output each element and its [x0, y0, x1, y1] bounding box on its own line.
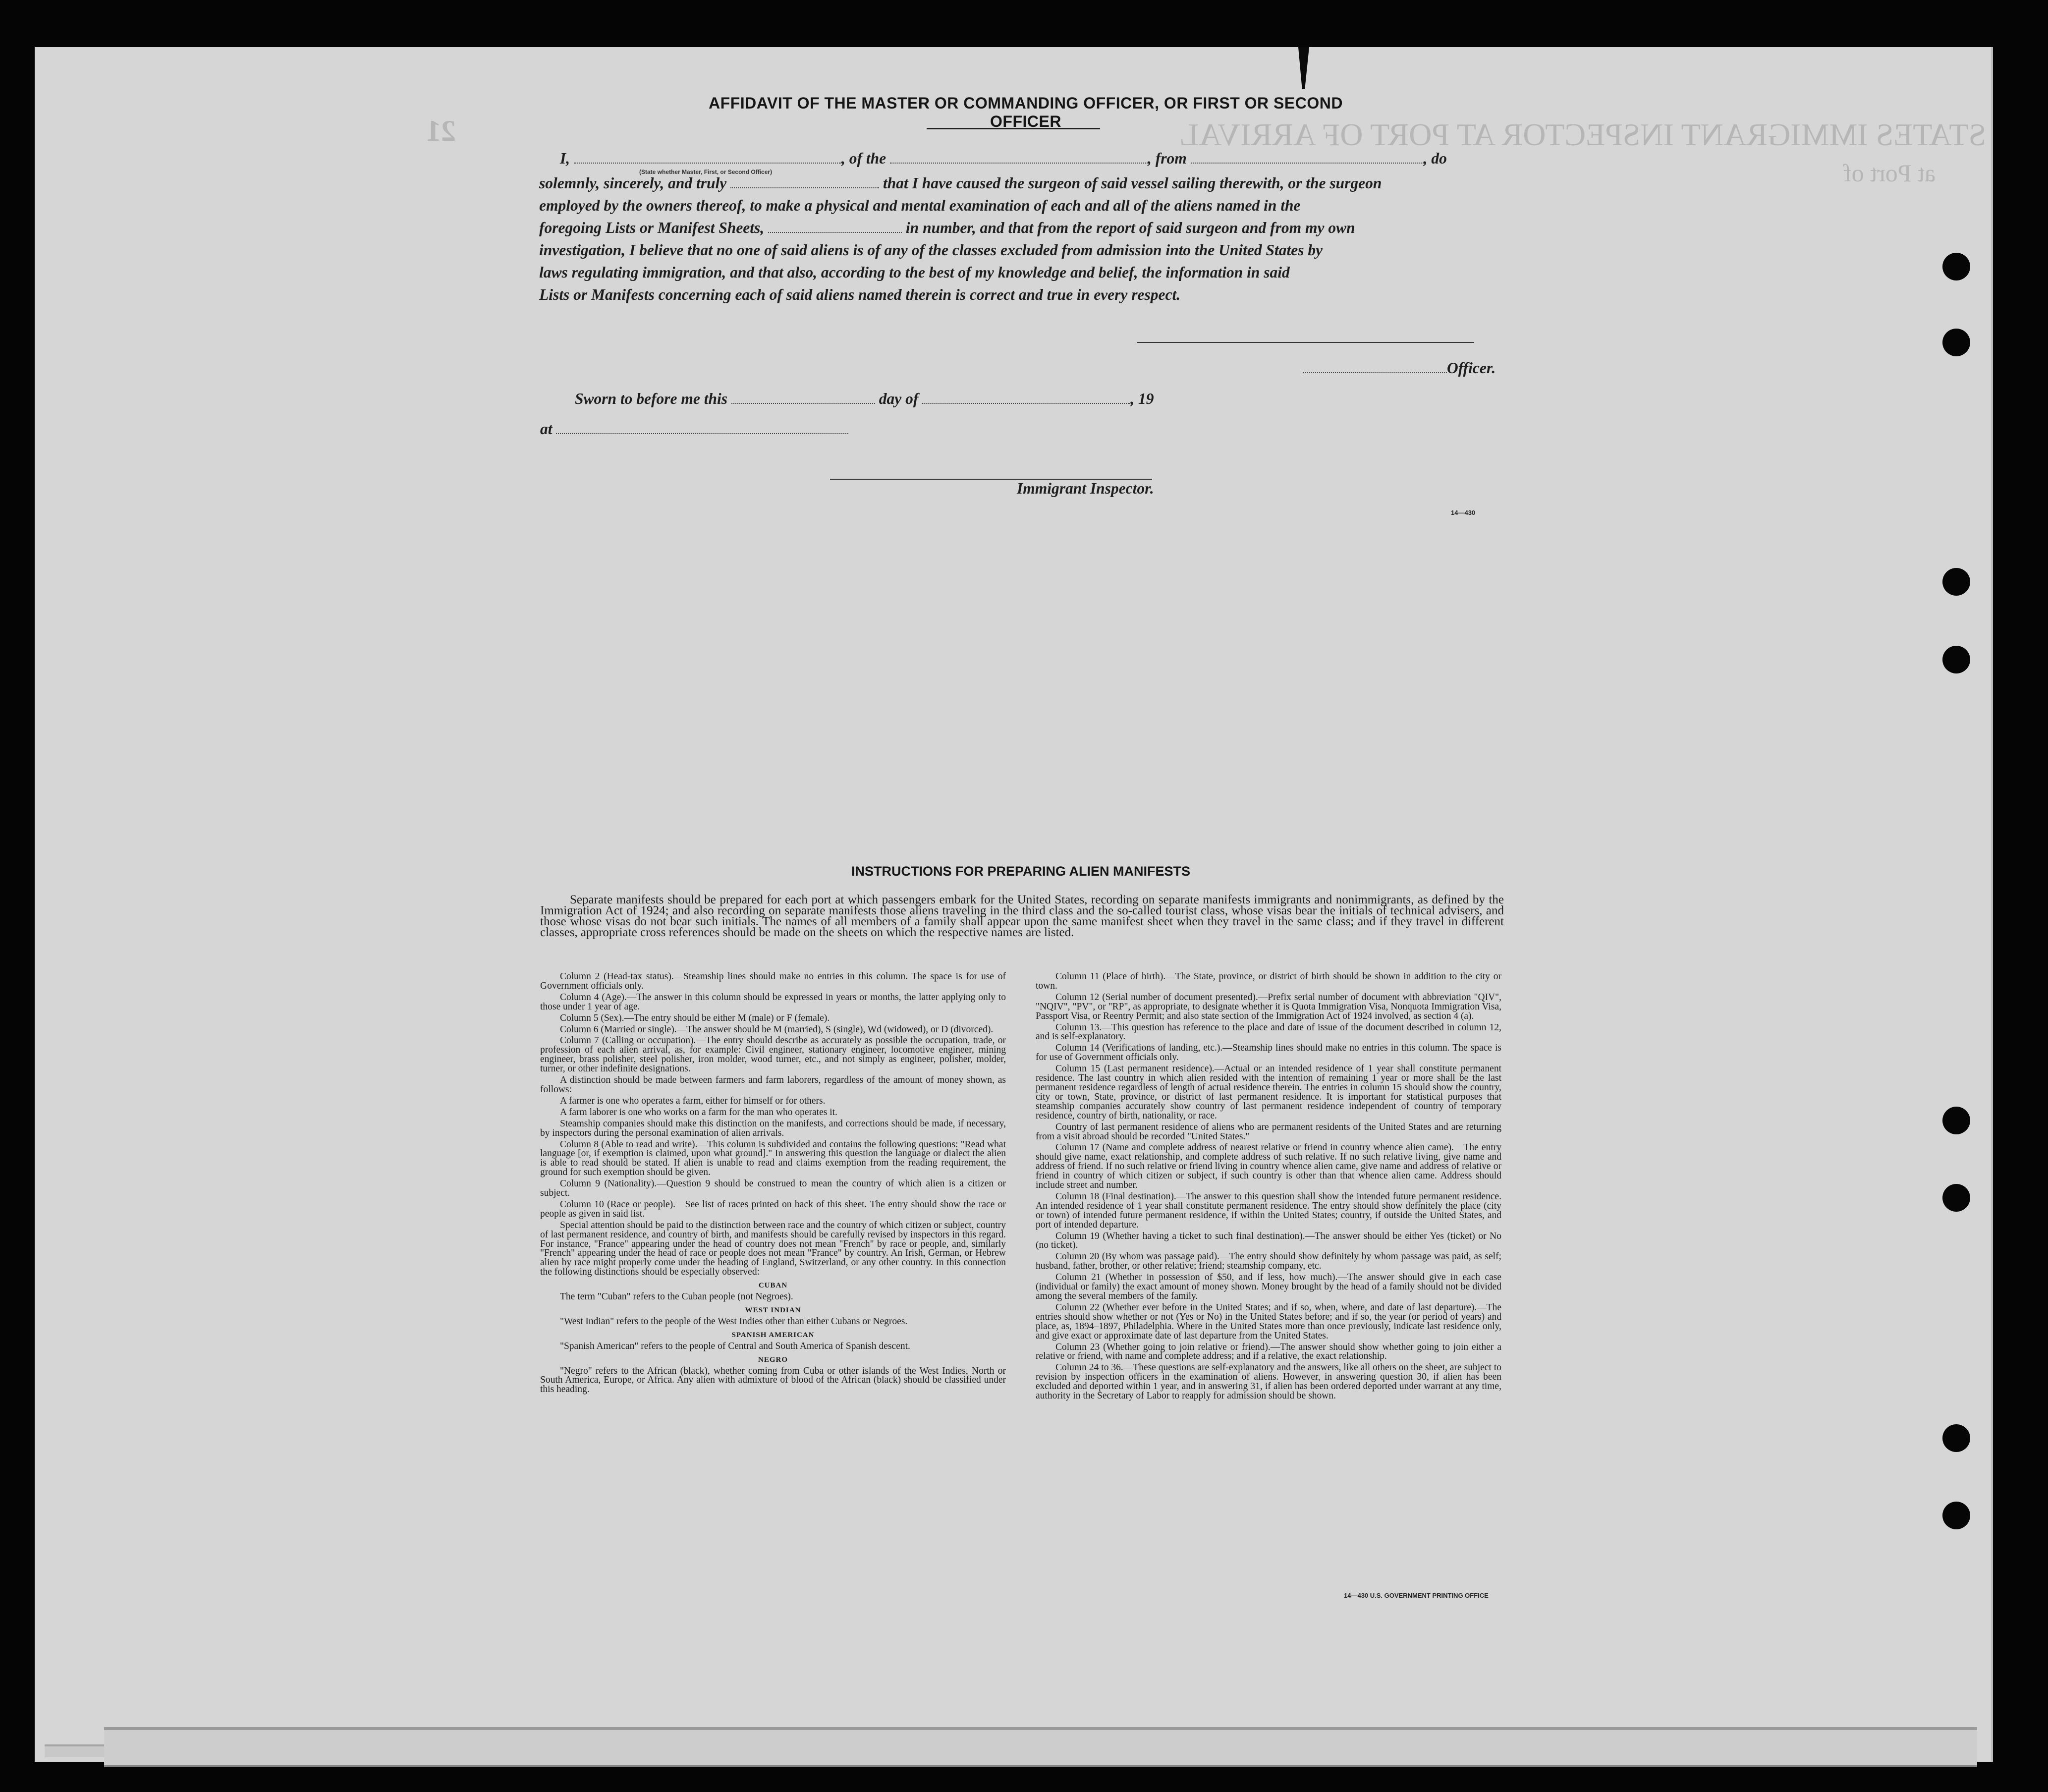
- punch-hole: [1942, 568, 1970, 596]
- instruction-paragraph: Column 24 to 36.—These questions are self-explanatory and the answers, like all others on the sheet, are subject to revision by inspection officers in the examination of aliens. However, in answering question 30, if alien has been excluded and deported within 1 year, and in answering 31, if alien has been ordered deported under warrant at any time, authority in the Secretary of Labor to reapply for admission should be shown.: [1036, 1362, 1501, 1401]
- west-indian-heading: WEST INDIAN: [745, 1306, 801, 1314]
- affidavit-text: that I have caused the surgeon of said vessel sailing therewith, or the surgeon: [883, 174, 1382, 192]
- negro-definition: "Negro" refers to the African (black), whether coming from Cuba or other islands of the West Indies, North or South America, Europe, or Africa. Any alien with admixture of blood of the African (black) should be classified under this heading.: [540, 1365, 1006, 1395]
- affidavit-text: foregoing Lists or Manifest Sheets,: [539, 219, 765, 236]
- punch-hole: [1942, 1424, 1970, 1452]
- printer-imprint: 14—430 U.S. GOVERNMENT PRINTING OFFICE: [1344, 1592, 1489, 1599]
- instruction-paragraph: Country of last permanent residence of aliens who are permanent residents of the United States and are returning from a visit abroad should be recorded "United States.": [1036, 1121, 1501, 1142]
- year-label: , 19: [1130, 390, 1154, 407]
- sworn-month-field[interactable]: [922, 402, 1130, 404]
- officer-rank-field[interactable]: [730, 187, 879, 188]
- officer-signature-row: [1303, 359, 1495, 377]
- affidavit-text: in number, and that from the report of said surgeon and from my own: [905, 219, 1355, 236]
- officer-rank-hint: (State whether Master, First, or Second Officer): [639, 168, 773, 175]
- affidavit-line-3: employed by the owners thereof, to make a physical and mental examination of each and all of the aliens named in the: [539, 197, 1301, 214]
- sworn-day-field[interactable]: [731, 402, 875, 404]
- instruction-paragraph: Column 17 (Name and complete address of nearest relative or friend in country whence alien came).—The entry should give name, exact relationship, and complete address of such relative. If no such relative living, give name and address of friend. If no such relative or friend living in country whence alien came, give name and address of relative or friend in country of which citizen or subject, if such country is other than that whence alien came. Address should include street and number.: [1036, 1142, 1501, 1191]
- affidavit-line-2: [539, 174, 1382, 192]
- affidavit-line-4: [539, 219, 1355, 237]
- instruction-paragraph: Column 10 (Race or people).—See list of races printed on back of this sheet. The entry should show the race or people as given in said list.: [540, 1199, 1006, 1219]
- cuban-heading: CUBAN: [758, 1282, 788, 1290]
- instruction-paragraph: Column 13.—This question has reference to the place and date of issue of the document described in column 12, and is self-explanatory.: [1036, 1022, 1501, 1042]
- sworn-label: Sworn to before me this: [575, 390, 728, 407]
- punch-hole: [1942, 253, 1970, 280]
- west-indian-definition: "West Indian" refers to the people of the West Indies other than either Cubans or Negroes.: [560, 1316, 908, 1327]
- instruction-paragraph: Column 18 (Final destination).—The answer to this question shall show the intended future permanent residence. An intended residence of 1 year shall constitute permanent residence. The entry should show definitely the place (city or town) of intended future permanent residence, if within the United States; country, if outside the United States, and port of intended departure.: [1036, 1191, 1501, 1230]
- instruction-paragraph: Column 22 (Whether ever before in the United States; and if so, when, where, and date of last departure).—The entries should show whether or not (Yes or No) in the United States before; and if so, the year (or period of years) and place, as, 1894–1897, Philadelphia. Where in the United States more than once previously, indicate last residence only, and give exact or approximate date of last departure from the United States.: [1036, 1302, 1501, 1341]
- affiant-label: I,: [560, 150, 570, 167]
- instruction-paragraph: A distinction should be made between farmers and farm laborers, regardless of the amount of money shown, as follows:: [540, 1075, 1006, 1095]
- instructions-title: INSTRUCTIONS FOR PREPARING ALIEN MANIFESTS: [851, 864, 1191, 879]
- vessel-name-field[interactable]: [890, 162, 1148, 164]
- punch-hole: [1942, 646, 1970, 673]
- negro-heading: NEGRO: [758, 1355, 788, 1364]
- instruction-paragraph: Special attention should be paid to the distinction between race and the country of which citizen or subject, country of last permanent residence, and country of birth, and manifests should be carefully revised by inspectors in this regard. For instance, "France" appearing under the head of country does not mean "French" by race or people, and, similarly "French" appearing under the head of race or people does not mean "France" by country. An Irish, German, or Hebrew alien by race might properly come under the heading of England, Switzerland, or any other country. In this connection the following distinctions should be especially observed:: [540, 1220, 1006, 1278]
- affidavit-title: AFFIDAVIT OF THE MASTER OR COMMANDING OFFICER, OR FIRST OR SECOND OFFICER: [709, 94, 1343, 130]
- bleed-through-port: at Port of: [1843, 159, 1936, 187]
- instruction-paragraph: Column 6 (Married or single).—The answer should be M (married), S (single), Wd (widowed), or D (divorced).: [560, 1024, 994, 1035]
- instruction-paragraph: Column 5 (Sex).—The entry should be either M (male) or F (female).: [560, 1012, 830, 1023]
- port-from-field[interactable]: [1191, 162, 1424, 164]
- form-number: 14—430: [1451, 509, 1476, 516]
- officer-label: Officer.: [1447, 359, 1496, 377]
- from-label: , from: [1148, 150, 1187, 167]
- sworn-row: [575, 390, 1154, 408]
- bleed-through-number: 21: [426, 114, 456, 147]
- punch-hole: [1942, 1184, 1970, 1212]
- affidavit-line-5: investigation, I believe that no one of said aliens is of any of the classes excluded from admission into the United States by: [539, 241, 1323, 259]
- instruction-paragraph: A farmer is one who operates a farm, either for himself or for others.: [560, 1095, 826, 1106]
- instructions-intro: Separate manifests should be prepared for each port at which passengers embark for the United States, recording on separate manifests immigrants and nonimmigrants, as defined by the Immigration Act of 1924; and also recording on separate manifests those aliens traveling in the third class and the so-called tourist class, whose visas bear the initials of technical advisers, and those whose visas do not bear such initials. The names of all members of a family shall appear upon the same manifest sheet when they travel in the same class; and if they travel in different classes, appropriate cross references should be made on the sheets on which the respective names are listed.: [540, 893, 1504, 939]
- instruction-paragraph: A farm laborer is one who works on a farm for the man who operates it.: [560, 1107, 837, 1118]
- do-label: , do: [1423, 150, 1447, 167]
- affidavit-line-1: [560, 150, 1447, 168]
- instruction-paragraph: Column 12 (Serial number of document presented).—Prefix serial number of document with abbreviation "QIV", "NQIV", "PV", or "RP", as appropriate, to designate whether it is Quota Immigration Visa, Nonquota Immigration Visa, Passport Visa, or Reentry Permit; and also state section of the Immigration Act of 1924 involved, as section 4 (a).: [1036, 992, 1501, 1021]
- at-label: at: [540, 420, 553, 438]
- instruction-paragraph: Column 21 (Whether in possession of $50, and if less, how much).—The answer should give in each case (individual or family) the exact amount of money shown. Money brought by the head of a family should not be divided among the several members of the family.: [1036, 1272, 1501, 1301]
- instruction-paragraph: Column 2 (Head-tax status).—Steamship lines should make no entries in this column. The space is for use of Government officials only.: [540, 971, 1006, 991]
- page-bottom-edge: [104, 1727, 1977, 1767]
- instruction-paragraph: Column 11 (Place of birth).—The State, province, or district of birth should be shown in addition to the city or town.: [1036, 971, 1501, 991]
- spanish-american-definition: "Spanish American" refers to the people of Central and South America of Spanish descent.: [560, 1341, 910, 1351]
- instructions-right-column: [1036, 972, 1501, 1403]
- punch-hole: [1942, 1502, 1970, 1529]
- instruction-paragraph: Column 4 (Age).—The answer in this column should be expressed in years or months, the latter applying only to those under 1 year of age.: [540, 992, 1006, 1012]
- instruction-paragraph: Column 7 (Calling or occupation).—The entry should describe as accurately as possible the occupation, trade, or profession of each alien arrival, as, for example: Civil engineer, stationary engineer, locomotive engineer, mining engineer, brass polisher, steel polisher, iron molder, wood turner, etc., and not simply as engineer, polisher, molder, turner, or other indefinite designations.: [540, 1035, 1006, 1074]
- instruction-paragraph: Column 8 (Able to read and write).—This column is subdivided and contains the following questions: "Read what language [or, if exemption is claimed, upon what ground]." In answering this question the language or dialect the alien is able to read should be stated. If alien is unable to read and claims exemption from the reading requirement, the ground for such exemption should be given.: [540, 1139, 1006, 1178]
- instruction-paragraph: Column 23 (Whether going to join relative or friend).—The answer should show whether going to join either a relative or friend, with name and complete address; and if a relative, the exact relationship.: [1036, 1342, 1501, 1362]
- instruction-paragraph: Steamship companies should make this distinction on the manifests, and corrections should be made, if necessary, by inspectors during the personal examination of alien arrivals.: [540, 1118, 1006, 1138]
- title-rule: [927, 128, 1100, 129]
- officer-signature-field[interactable]: [1303, 372, 1447, 373]
- sworn-place-field[interactable]: [556, 433, 848, 434]
- punch-hole: [1942, 1107, 1970, 1134]
- affidavit-text: solemnly, sincerely, and truly: [539, 174, 727, 192]
- at-row: [540, 420, 848, 438]
- instruction-paragraph: Column 19 (Whether having a ticket to such final destination).—The answer should be either Yes (ticket) or No (no ticket).: [1036, 1231, 1501, 1251]
- instruction-paragraph: Column 14 (Verifications of landing, etc.).—Steamship lines should make no entries in this column. The space is for use of Government officials only.: [1036, 1043, 1501, 1063]
- officer-name-field[interactable]: [574, 162, 841, 164]
- sheet-count-field[interactable]: [768, 231, 902, 233]
- affidavit-line-7: Lists or Manifests concerning each of said aliens named therein is correct and true in every respect.: [539, 286, 1181, 303]
- instruction-paragraph: Column 15 (Last permanent residence).—Actual or an intended residence of 1 year shall constitute permanent residence. The last country in which alien resided with the intention of remaining 1 year or more shall be the last permanent residence regardless of length of actual residence therein. The entries in column 15 should show the country, city or town, State, province, or district of last permanent residence. It is important for statistical purposes that steamship companies accurately show country of last permanent residence independent of country of temporary residence, country of birth, nationality, or race.: [1036, 1064, 1501, 1121]
- punch-hole: [1942, 329, 1970, 356]
- signature-line[interactable]: [1137, 342, 1474, 343]
- bleed-through-heading: STATES IMMIGRANT INSPECTOR AT PORT OF ARRIVAL: [1179, 117, 1987, 152]
- instructions-left-column: [540, 972, 1006, 1397]
- instruction-paragraph: Column 20 (By whom was passage paid).—The entry should show definitely by whom passage was paid, as self; husband, father, brother, or other relative; friend; steamship company, etc.: [1036, 1251, 1501, 1272]
- affidavit-line-6: laws regulating immigration, and that also, according to the best of my knowledge and belief, the information in said: [539, 264, 1290, 281]
- day-of-label: day of: [879, 390, 919, 407]
- instruction-paragraph: Column 9 (Nationality).—Question 9 should be construed to mean the country of which alien is a citizen or subject.: [540, 1178, 1006, 1199]
- cuban-definition: The term "Cuban" refers to the Cuban people (not Negroes).: [560, 1291, 793, 1302]
- spanish-american-heading: SPANISH AMERICAN: [731, 1331, 815, 1339]
- vessel-label: , of the: [841, 150, 886, 167]
- inspector-label: Immigrant Inspector.: [1017, 480, 1154, 497]
